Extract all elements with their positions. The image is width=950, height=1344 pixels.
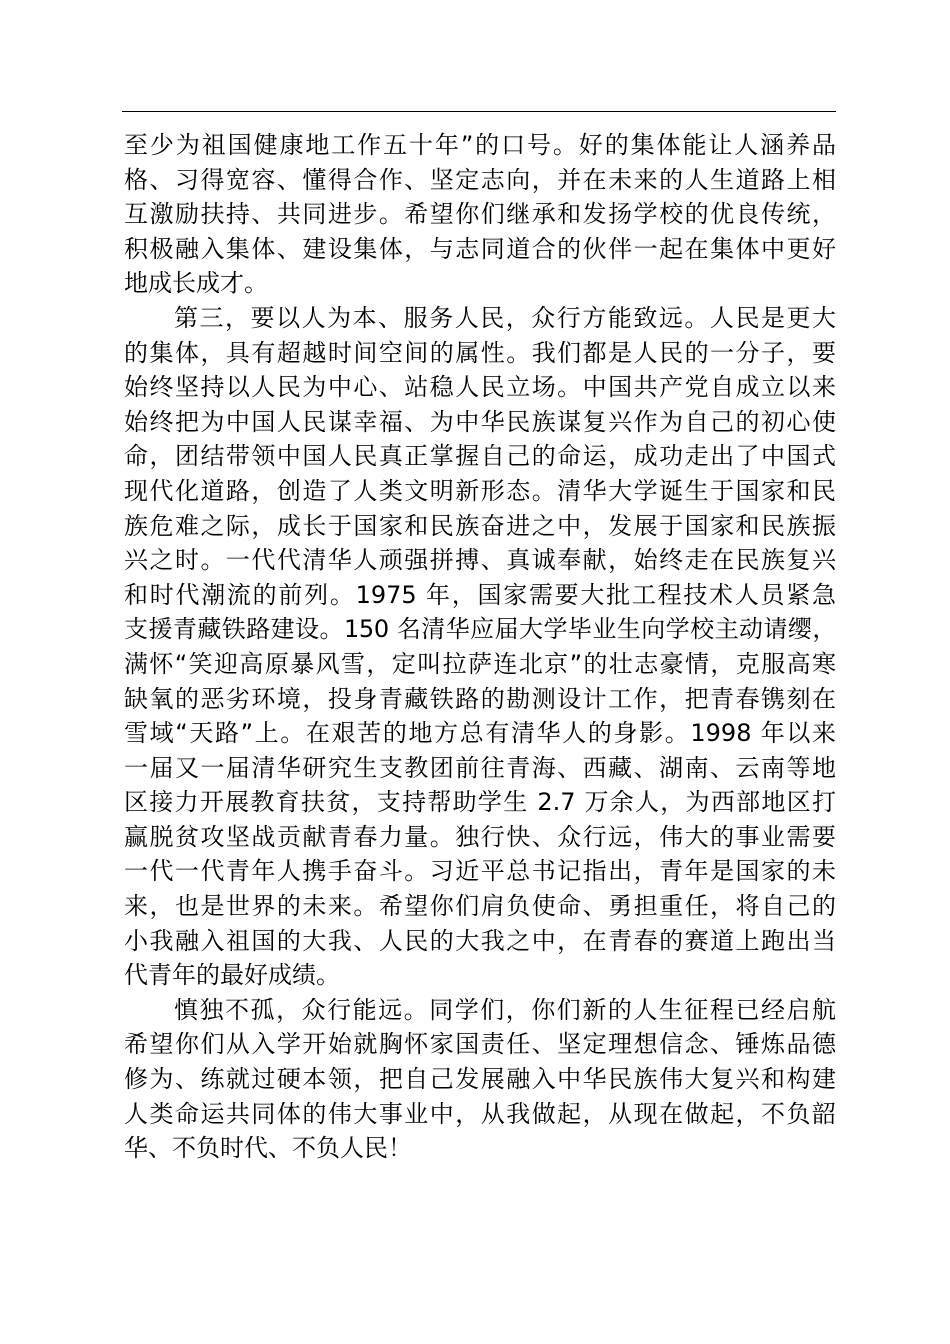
text-line: 满怀“笑迎高原暴风雪，定叫拉萨连北京”的壮志豪情，克服高寒 xyxy=(124,649,836,678)
text-line: 积极融入集体、建设集体，与志同道合的伙伴一起在集体中更好 xyxy=(124,234,836,263)
text-line: 人类命运共同体的伟大事业中，从我做起，从现在做起，不负韶 xyxy=(124,1099,836,1128)
body-text xyxy=(124,128,836,1166)
text-line: 地成长成才。 xyxy=(124,269,268,298)
text-line: 第三，要以人为本、服务人民，众行方能致远。人民是更大 xyxy=(174,303,836,332)
text-line: 兴之时。一代代清华人顽强拼搏、真诚奉献，始终走在民族复兴 xyxy=(124,546,836,575)
header-rule xyxy=(122,111,836,112)
text-line: 一代一代青年人携手奋斗。习近平总书记指出，青年是国家的未 xyxy=(124,857,836,886)
text-line: 华、不负时代、不负人民！ xyxy=(124,1134,412,1163)
text-line: 修为、练就过硬本领，把自己发展融入中华民族伟大复兴和构建 xyxy=(124,1065,836,1094)
text-line: 始终把为中国人民谋幸福、为中华民族谋复兴作为自己的初心使 xyxy=(124,407,836,436)
text-line: 始终坚持以人民为中心、站稳人民立场。中国共产党自成立以来 xyxy=(124,373,836,402)
paragraph-1 xyxy=(124,128,836,301)
text-line: 支援青藏铁路建设。150 名清华应届大学毕业生向学校主动请缨， xyxy=(124,615,836,644)
text-line: 族危难之际，成长于国家和民族奋进之中，发展于国家和民族振 xyxy=(124,511,836,540)
paragraph-3 xyxy=(124,993,836,1166)
text-line: 一届又一届清华研究生支教团前往青海、西藏、湖南、云南等地 xyxy=(124,753,836,782)
text-line: 区接力开展教育扶贫，支持帮助学生 2.7 万余人，为西部地区打 xyxy=(124,788,836,817)
paragraph-2 xyxy=(124,301,836,993)
text-line: 雪域“天路”上。在艰苦的地方总有清华人的身影。1998 年以来 xyxy=(124,719,836,748)
text-line: 现代化道路，创造了人类文明新形态。清华大学诞生于国家和民 xyxy=(124,476,836,505)
text-line: 小我融入祖国的大我、人民的大我之中，在青春的赛道上跑出当 xyxy=(124,926,836,955)
text-line: 来，也是世界的未来。希望你们肩负使命、勇担重任，将自己的 xyxy=(124,892,836,921)
text-line: 赢脱贫攻坚战贡献青春力量。独行快、众行远，伟大的事业需要 xyxy=(124,822,836,851)
text-line: 希望你们从入学开始就胸怀家国责任、坚定理想信念、锤炼品德 xyxy=(124,1030,836,1059)
text-line: 的集体，具有超越时间空间的属性。我们都是人民的一分子，要 xyxy=(124,338,836,367)
text-line: 至少为祖国健康地工作五十年”的口号。好的集体能让人涵养品 xyxy=(124,131,836,159)
text-line: 和时代潮流的前列。1975 年，国家需要大批工程技术人员紧急 xyxy=(124,580,836,609)
text-line: 代青年的最好成绩。 xyxy=(124,961,340,990)
text-line: 格、习得宽容、懂得合作、坚定志向，并在未来的人生道路上相 xyxy=(124,165,836,194)
text-line: 互激励扶持、共同进步。希望你们继承和发扬学校的优良传统， xyxy=(124,200,836,229)
text-line: 缺氧的恶劣环境，投身青藏铁路的勘测设计工作，把青春镌刻在 xyxy=(124,684,836,713)
text-line: 慎独不孤，众行能远。同学们，你们新的人生征程已经启航 xyxy=(174,995,836,1024)
text-line: 命，团结带领中国人民真正掌握自己的命运，成功走出了中国式 xyxy=(124,442,836,471)
